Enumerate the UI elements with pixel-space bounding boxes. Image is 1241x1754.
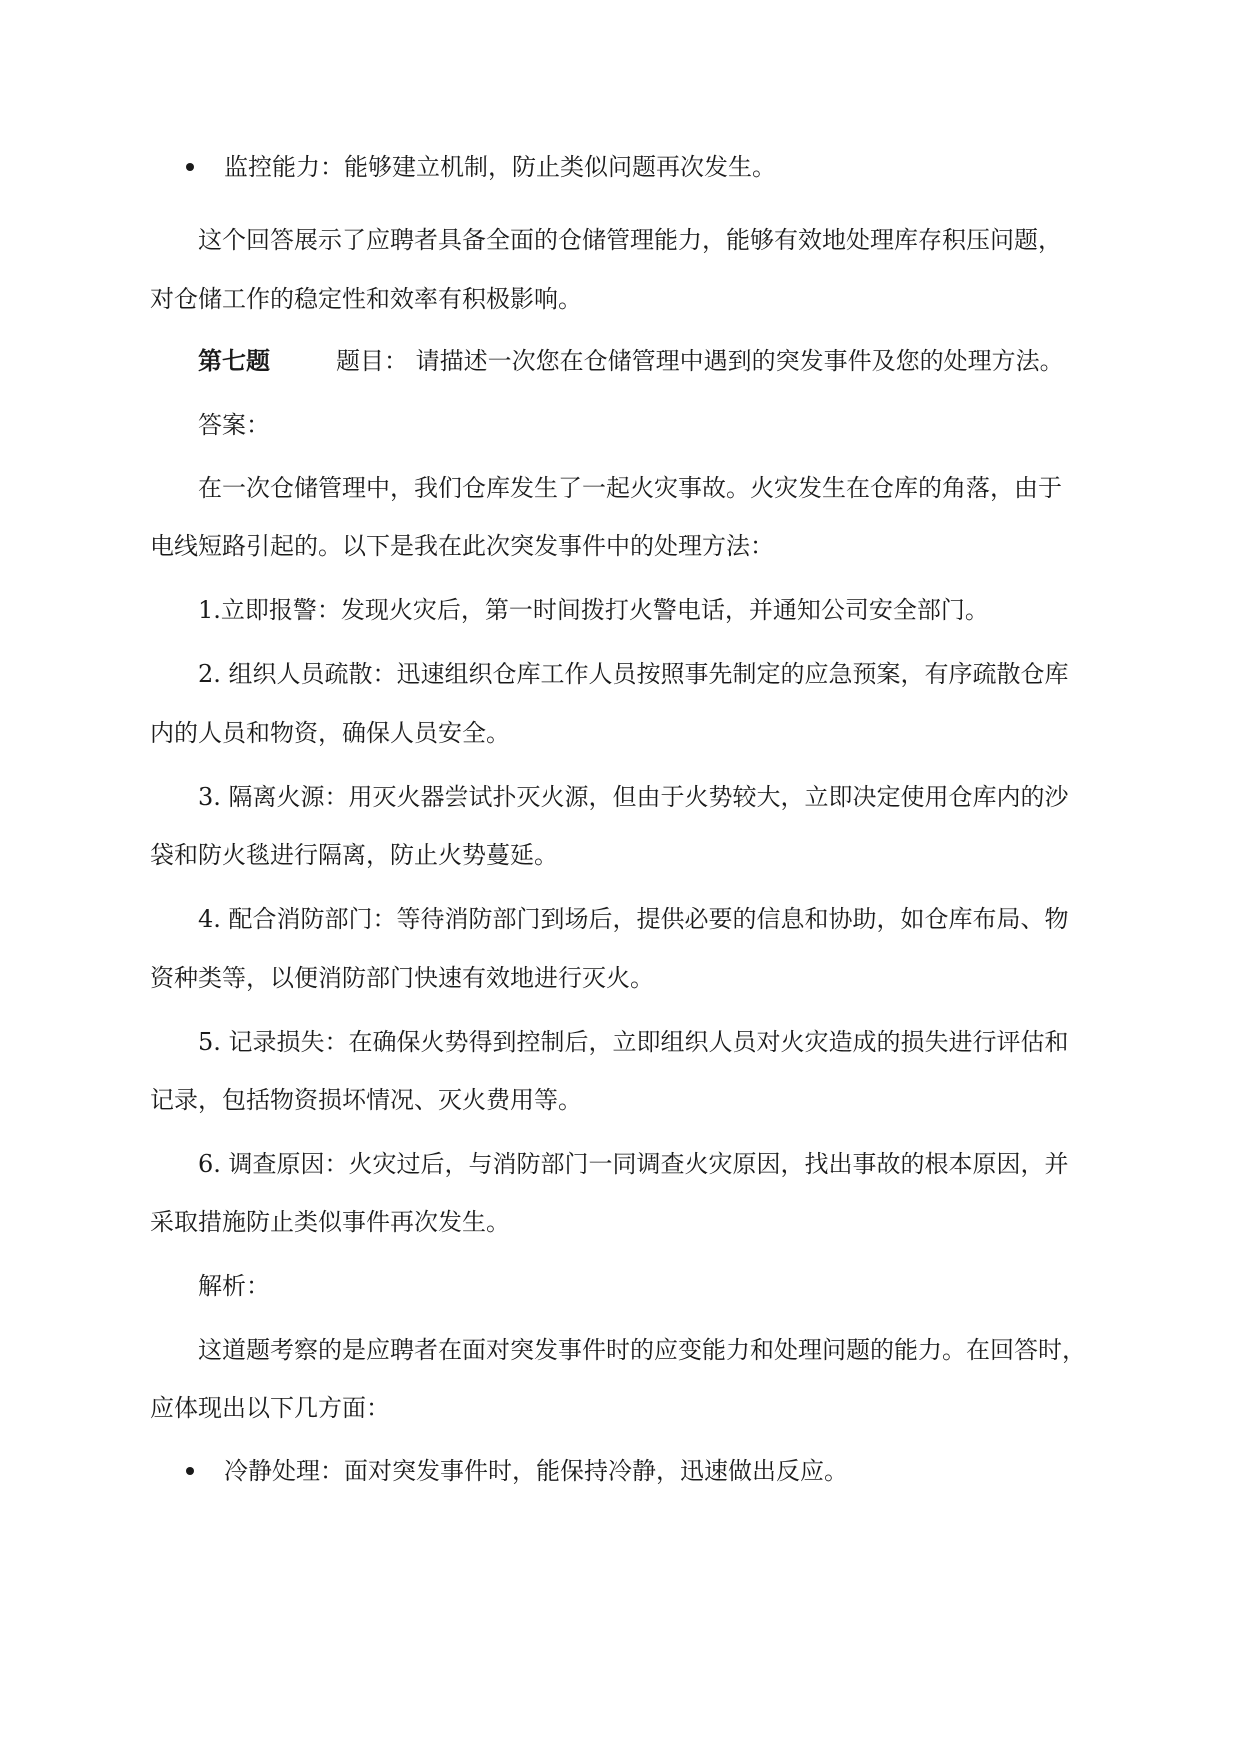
answer-label: 答案： — [198, 411, 270, 439]
bullet-item: 监控能力：能够建立机制，防止类似问题再次发生。 — [224, 153, 776, 181]
question-heading — [198, 345, 1064, 377]
analysis-line-2: 应体现出以下几方面： — [150, 1394, 390, 1422]
bullet-item: 冷静处理：面对突发事件时，能保持冷静，迅速做出反应。 — [224, 1457, 848, 1485]
summary-line-1: 这个回答展示了应聘者具备全面的仓储管理能力，能够有效地处理库存积压问题， — [198, 226, 1062, 254]
step-3-line-1: 3. 隔离火源：用灭火器尝试扑灭火源，但由于火势较大，立即决定使用仓库内的沙 — [198, 783, 1069, 811]
step-6-line-2: 采取措施防止类似事件再次发生。 — [150, 1208, 510, 1236]
bullet-dot — [186, 1467, 194, 1475]
question-number: 第七题 — [198, 346, 270, 375]
analysis-line-1: 这道题考察的是应聘者在面对突发事件时的应变能力和处理问题的能力。在回答时， — [198, 1336, 1086, 1364]
step-5-line-2: 记录，包括物资损坏情况、灭火费用等。 — [150, 1086, 582, 1114]
question-text: 题目： 请描述一次您在仓储管理中遇到的突发事件及您的处理方法。 — [336, 347, 1064, 375]
step-5-line-1: 5. 记录损失：在确保火势得到控制后，立即组织人员对火灾造成的损失进行评估和 — [198, 1028, 1069, 1056]
step-2-line-2: 内的人员和物资，确保人员安全。 — [150, 719, 510, 747]
step-4-line-1: 4. 配合消防部门：等待消防部门到场后，提供必要的信息和协助，如仓库布局、物 — [198, 905, 1069, 933]
summary-line-2: 对仓储工作的稳定性和效率有积极影响。 — [150, 285, 582, 313]
step-2-line-1: 2. 组织人员疏散：迅速组织仓库工作人员按照事先制定的应急预案，有序疏散仓库 — [198, 660, 1069, 688]
intro-line-2: 电线短路引起的。以下是我在此次突发事件中的处理方法： — [150, 532, 774, 560]
intro-line-1: 在一次仓储管理中，我们仓库发生了一起火灾事故。火灾发生在仓库的角落，由于 — [198, 474, 1062, 502]
step-6-line-1: 6. 调查原因：火灾过后，与消防部门一同调查火灾原因，找出事故的根本原因，并 — [198, 1150, 1069, 1178]
step-3-line-2: 袋和防火毯进行隔离，防止火势蔓延。 — [150, 841, 558, 869]
bullet-dot — [186, 163, 194, 171]
analysis-label: 解析： — [198, 1272, 270, 1300]
step-1-line-1: 1.立即报警：发现火灾后，第一时间拨打火警电话，并通知公司安全部门。 — [198, 596, 989, 624]
step-4-line-2: 资种类等，以便消防部门快速有效地进行灭火。 — [150, 964, 654, 992]
